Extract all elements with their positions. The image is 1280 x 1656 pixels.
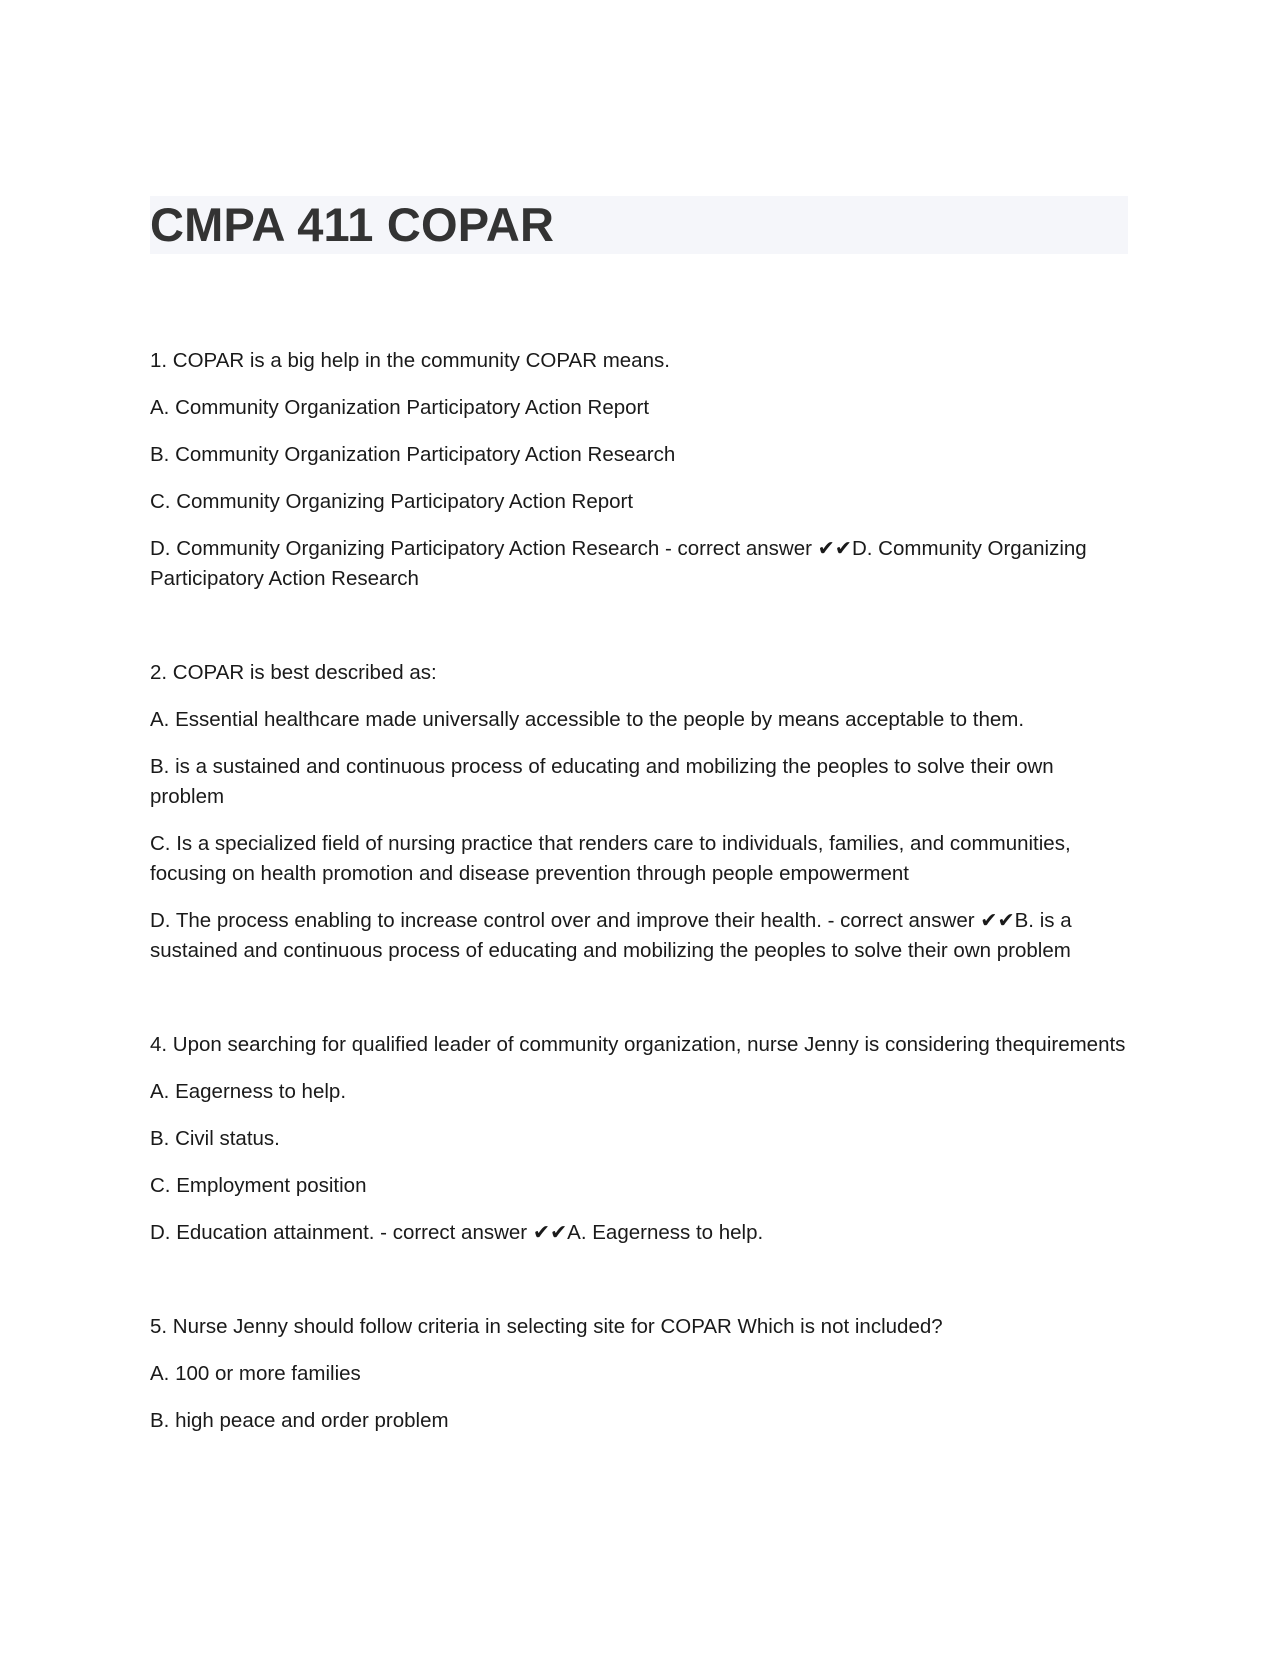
question-text: 2. COPAR is best described as: [150,661,437,684]
option-d-with-answer: D. The process enabling to increase control over and improve their health. - correct answer ✔✔B. is a sustained and continuous process of educating and mobilizing the peoples to solve their own problem [150,909,1072,962]
document-title: CMPA 411 COPAR [150,198,555,251]
question-text: 5. Nurse Jenny should follow criteria in selecting site for COPAR Which is not included? [150,1315,943,1338]
option-a: A. Essential healthcare made universally accessible to the people by means acceptable to them. [150,708,1025,731]
option-b: B. is a sustained and continuous process of educating and mobilizing the peoples to solve their own problem [150,755,1054,808]
question-text: 1. COPAR is a big help in the community COPAR means. [150,349,670,372]
option-b: B. Civil status. [150,1127,280,1150]
document-page [150,196,1128,254]
option-c: C. Is a specialized field of nursing practice that renders care to individuals, families, and communities, focusing on health promotion and disease prevention through people empowerment [150,832,1071,885]
option-a: A. Eagerness to help. [150,1080,347,1103]
option-a: A. 100 or more families [150,1362,361,1385]
option-b: B. high peace and order problem [150,1409,449,1432]
question-text: 4. Upon searching for qualified leader of community organization, nurse Jenny is considering thequirements [150,1033,1126,1056]
option-a: A. Community Organization Participatory Action Report [150,396,650,419]
title-band [150,196,1128,254]
question-block-5 [150,1312,1130,1436]
option-c: C. Employment position [150,1174,367,1197]
question-block-2 [150,658,1130,966]
option-c: C. Community Organizing Participatory Action Report [150,490,634,513]
question-block-4 [150,1030,1130,1248]
option-d-with-answer: D. Education attainment. - correct answer ✔✔A. Eagerness to help. [150,1221,764,1244]
question-block-1 [150,346,1130,594]
document-body [150,346,1130,1500]
option-d-with-answer: D. Community Organizing Participatory Action Research - correct answer ✔✔D. Community Organizing Participatory Action Research [150,537,1087,590]
option-b: B. Community Organization Participatory Action Research [150,443,676,466]
